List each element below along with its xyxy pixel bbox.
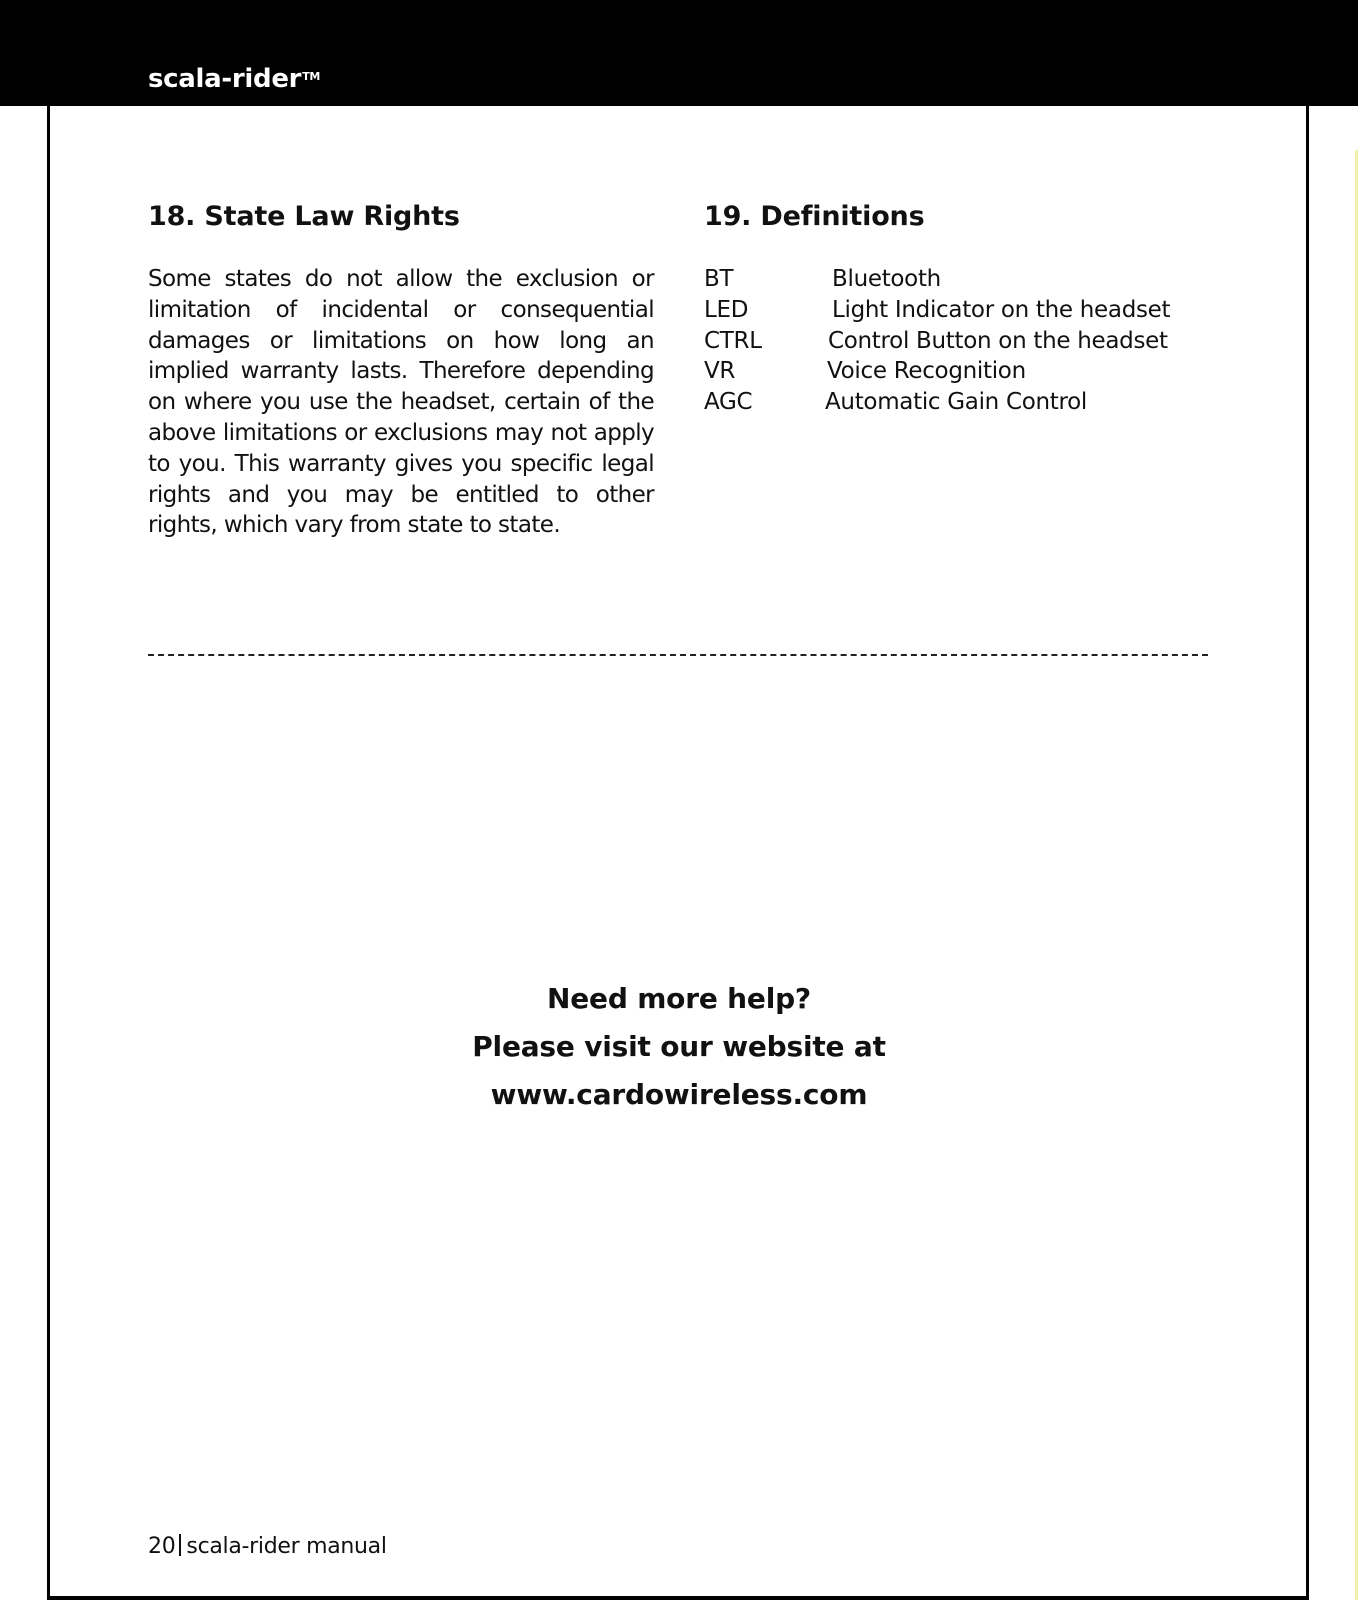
definition-row bbox=[704, 295, 1204, 326]
definition-row bbox=[704, 326, 1204, 357]
definition-meaning: Bluetooth bbox=[832, 266, 941, 292]
definition-meaning: Automatic Gain Control bbox=[825, 389, 1087, 416]
help-heading: Need more help? bbox=[547, 982, 811, 1015]
state-law-rights-paragraph: Some states do not allow the exclusion or limitation of incidental or consequential damages or limitations on how long an implied warranty lasts. Therefore depending on where you use the headset, certain of the above limitations or exclusions may not apply to you. This warranty gives you specific legal rights and you may be entitled to other rights, which vary from state to state. bbox=[148, 266, 654, 539]
manual-title: scala-rider manual bbox=[186, 1534, 387, 1559]
brand-name: scala-rider bbox=[148, 64, 302, 94]
definition-term: LED bbox=[704, 296, 749, 323]
trademark-symbol: TM bbox=[302, 70, 321, 83]
definition-row bbox=[704, 264, 1204, 295]
page-frame-right bbox=[1306, 106, 1309, 1600]
footer-separator bbox=[179, 1534, 181, 1556]
definition-term: CTRL bbox=[704, 327, 762, 354]
section-title-definitions: 19. Definitions bbox=[704, 201, 925, 232]
dashed-divider bbox=[148, 654, 1208, 656]
header-bar bbox=[0, 0, 1358, 106]
website-url: www.cardowireless.com bbox=[490, 1078, 868, 1111]
definition-meaning: Control Button on the headset bbox=[828, 327, 1168, 354]
page-frame-left bbox=[47, 106, 50, 1600]
definition-row bbox=[704, 356, 1204, 387]
definition-meaning: Light Indicator on the headset bbox=[832, 296, 1171, 323]
definition-term: BT bbox=[704, 266, 734, 292]
page-frame-bottom bbox=[47, 1596, 1309, 1600]
definition-meaning: Voice Recognition bbox=[827, 358, 1026, 385]
help-visit-text: Please visit our website at bbox=[472, 1030, 886, 1063]
definitions-list bbox=[704, 264, 1204, 418]
page-number: 20 bbox=[148, 1534, 176, 1559]
definition-term: VR bbox=[704, 358, 736, 385]
brand-logo bbox=[148, 64, 320, 94]
definition-term: AGC bbox=[704, 389, 753, 416]
page-footer bbox=[148, 1534, 387, 1559]
definition-row bbox=[704, 387, 1204, 418]
section-title-state-law-rights: 18. State Law Rights bbox=[148, 201, 460, 232]
